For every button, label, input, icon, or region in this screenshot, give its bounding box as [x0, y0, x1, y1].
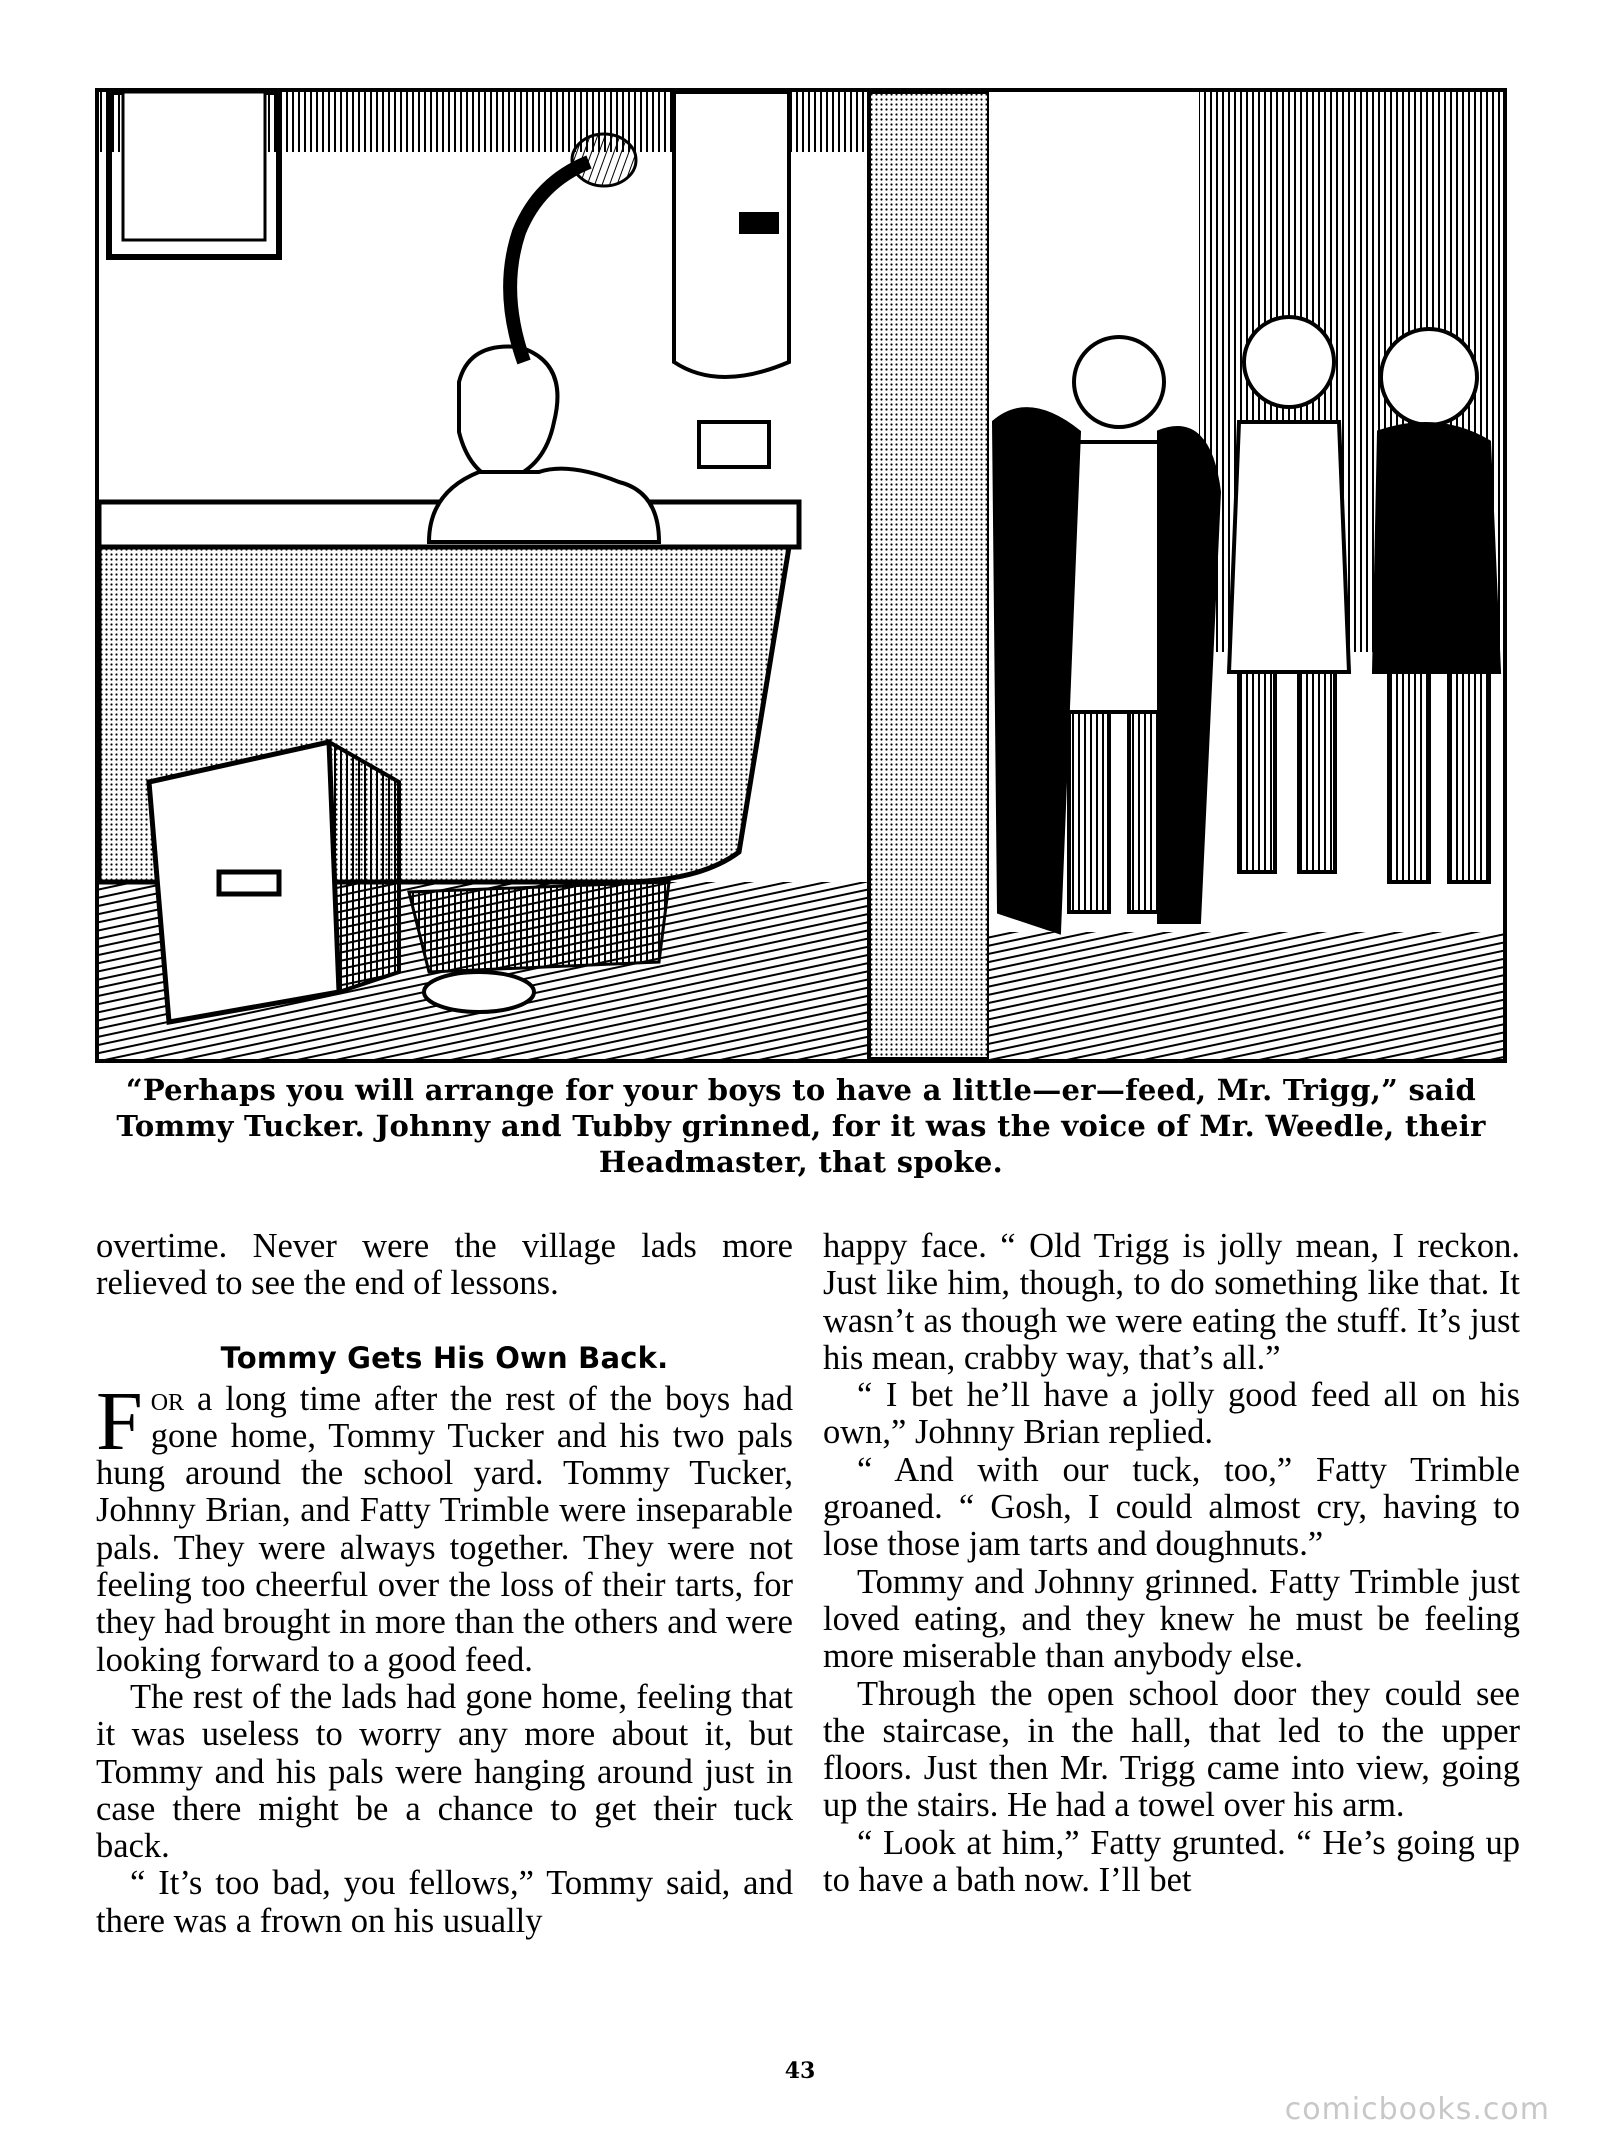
watermark: comicbooks.com [1284, 2092, 1550, 2127]
comic-illustration [95, 88, 1507, 1063]
page-number: 43 [784, 2058, 816, 2084]
left-column [96, 1228, 793, 1940]
left-paragraph-3: The rest of the lads had gone home, feeling that it was useless to worry any more about it, but Tommy and his pals were hanging around just in case there might be a chance to get their tuck back. [96, 1677, 793, 1866]
right-paragraph-6: “ Look at him,” Fatty grunted. “ He’s going up to have a bath now. I’ll bet [823, 1823, 1520, 1900]
right-paragraph-4: Tommy and Johnny grinned. Fatty Trimble just loved eating, and they knew he must be feeling more miserable than anybody else. [823, 1562, 1520, 1676]
section-heading: Tommy Gets His Own Back. [220, 1340, 669, 1375]
illustration-caption: “Perhaps you will arrange for your boys to have a little—er—feed, Mr. Trigg,” said Tommy Tucker. Johnny and Tubby grinned, for it was the voice of Mr. Weedle, their Headmaster, that spoke. [116, 1073, 1486, 1179]
left-paragraph-1: overtime. Never were the village lads more relieved to see the end of lessons. [96, 1227, 793, 1303]
drop-cap: F [96, 1374, 143, 1468]
left-paragraph-2 [96, 1374, 793, 1679]
right-paragraph-2: “ I bet he’ll have a jolly good feed all on his own,” Johnny Brian replied. [823, 1376, 1520, 1452]
drop-cap-continuation: or [150, 1379, 185, 1418]
left-paragraph-4: “ It’s too bad, you fellows,” Tommy said, and there was a frown on his usually [96, 1864, 793, 1940]
right-paragraph-3: “ And with our tuck, too,” Fatty Trimble groaned. “ Gosh, I could almost cry, having to lose those jam tarts and doughnuts.” [823, 1450, 1520, 1564]
illustration-drawing [99, 92, 1503, 1059]
right-column [823, 1228, 1520, 1899]
right-paragraph-1: happy face. “ Old Trigg is jolly mean, I reckon. Just like him, though, to do something like that. It wasn’t as though we were eating the stuff. It’s just his mean, crabby way, that’s all.” [823, 1227, 1520, 1377]
left-paragraph-2-text: a long time after the rest of the boys had gone home, Tommy Tucker and his two pals hung around the school yard. Tommy Tucker, Johnny Brian, and Fatty Trimble were inseparable pals. They were always together. They were not feeling too cheerful over the loss of their tarts, for they had brought in more than the others and were looking forward to a good feed. [96, 1379, 793, 1679]
right-paragraph-5: Through the open school door they could see the staircase, in the hall, that led to the upper floors. Just then Mr. Trigg came into view, going up the stairs. He had a towel over his arm. [823, 1674, 1520, 1825]
